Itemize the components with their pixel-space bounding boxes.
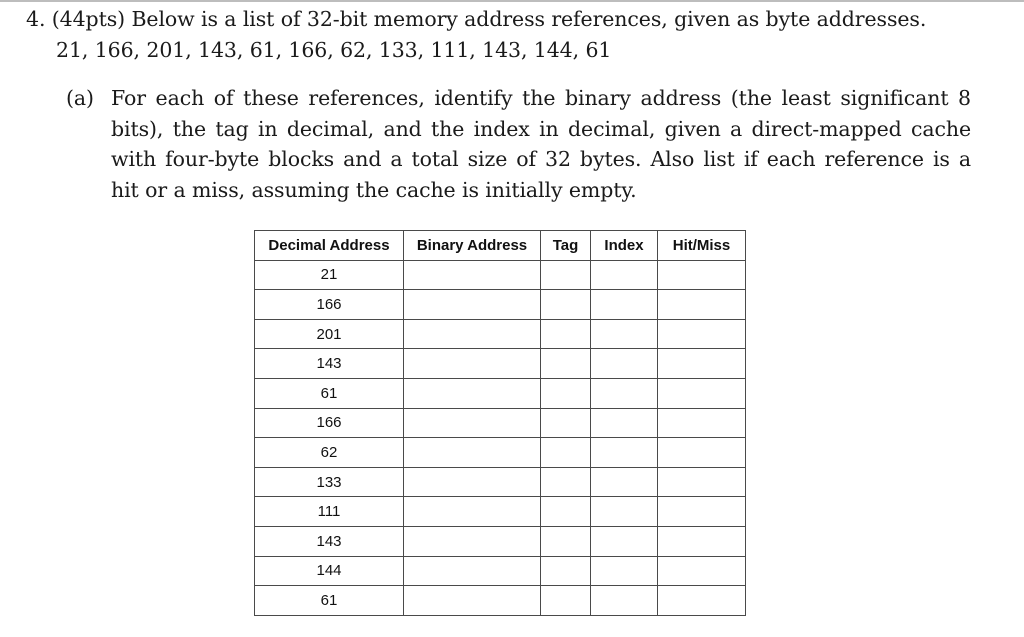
tag-cell[interactable] [541,556,591,586]
table-row [255,526,746,556]
tag-cell[interactable] [541,408,591,438]
hit-miss-cell[interactable] [658,526,746,556]
tag-cell[interactable] [541,526,591,556]
table-row [255,438,746,468]
binary-address-cell[interactable] [404,290,541,320]
hit-miss-cell[interactable] [658,556,746,586]
binary-address-cell[interactable] [404,497,541,527]
part-a-instructions [111,83,971,205]
decimal-address-cell: 61 [255,378,404,408]
table-row [255,349,746,379]
decimal-address-cell: 166 [255,408,404,438]
index-cell[interactable] [591,290,658,320]
binary-address-cell[interactable] [404,349,541,379]
decimal-address-cell: 201 [255,319,404,349]
table-header-row [255,231,746,261]
hit-miss-cell[interactable] [658,438,746,468]
table-row [255,556,746,586]
binary-address-cell[interactable] [404,467,541,497]
table-row [255,319,746,349]
header-hit-miss: Hit/Miss [658,231,746,261]
decimal-address-cell: 143 [255,349,404,379]
decimal-address-cell: 62 [255,438,404,468]
index-cell[interactable] [591,260,658,290]
header-tag: Tag [541,231,591,261]
part-a-label: (a) [66,86,94,110]
header-index: Index [591,231,658,261]
index-cell[interactable] [591,586,658,616]
hit-miss-cell[interactable] [658,260,746,290]
hit-miss-cell[interactable] [658,586,746,616]
instruction-line: bits), the tag in decimal, and the index in decimal, given a direct-mapped cache [111,116,971,141]
binary-address-cell[interactable] [404,378,541,408]
hit-miss-cell[interactable] [658,349,746,379]
tag-cell[interactable] [541,586,591,616]
index-cell[interactable] [591,349,658,379]
hit-miss-cell[interactable] [658,467,746,497]
instruction-line: with four-byte blocks and a total size of 32 bytes. Also list if each reference is a [111,147,971,171]
decimal-address-cell: 143 [255,526,404,556]
decimal-address-cell: 133 [255,467,404,497]
instruction-line: hit or a miss, assuming the cache is initially empty. [111,177,637,202]
table-row [255,586,746,616]
tag-cell[interactable] [541,290,591,320]
decimal-address-cell: 111 [255,497,404,527]
index-cell[interactable] [591,556,658,586]
header-decimal-address: Decimal Address [255,231,404,261]
binary-address-cell[interactable] [404,438,541,468]
table-row [255,290,746,320]
index-cell[interactable] [591,526,658,556]
index-cell[interactable] [591,467,658,497]
binary-address-cell[interactable] [404,319,541,349]
hit-miss-cell[interactable] [658,319,746,349]
binary-address-cell[interactable] [404,526,541,556]
hit-miss-cell[interactable] [658,290,746,320]
decimal-address-cell: 61 [255,586,404,616]
tag-cell[interactable] [541,319,591,349]
binary-address-cell[interactable] [404,586,541,616]
hit-miss-cell[interactable] [658,408,746,438]
index-cell[interactable] [591,378,658,408]
table-row [255,408,746,438]
hit-miss-cell[interactable] [658,497,746,527]
top-divider [0,0,1024,2]
table-row [255,260,746,290]
binary-address-cell[interactable] [404,260,541,290]
tag-cell[interactable] [541,497,591,527]
header-binary-address: Binary Address [404,231,541,261]
table-row [255,497,746,527]
binary-address-cell[interactable] [404,408,541,438]
cache-table [254,230,746,616]
tag-cell[interactable] [541,349,591,379]
hit-miss-cell[interactable] [658,378,746,408]
index-cell[interactable] [591,438,658,468]
tag-cell[interactable] [541,467,591,497]
binary-address-cell[interactable] [404,556,541,586]
table-row [255,467,746,497]
tag-cell[interactable] [541,378,591,408]
index-cell[interactable] [591,408,658,438]
decimal-address-cell: 21 [255,260,404,290]
table-row [255,378,746,408]
index-cell[interactable] [591,497,658,527]
instruction-line: For each of these references, identify the binary address (the least significant 8 [111,86,971,110]
tag-cell[interactable] [541,260,591,290]
question-prompt: 4. (44pts) Below is a list of 32-bit memory address references, given as byte addresses. [26,7,927,31]
tag-cell[interactable] [541,438,591,468]
decimal-address-cell: 144 [255,556,404,586]
decimal-address-cell: 166 [255,290,404,320]
index-cell[interactable] [591,319,658,349]
address-list: 21, 166, 201, 143, 61, 166, 62, 133, 111, 143, 144, 61 [56,38,612,62]
